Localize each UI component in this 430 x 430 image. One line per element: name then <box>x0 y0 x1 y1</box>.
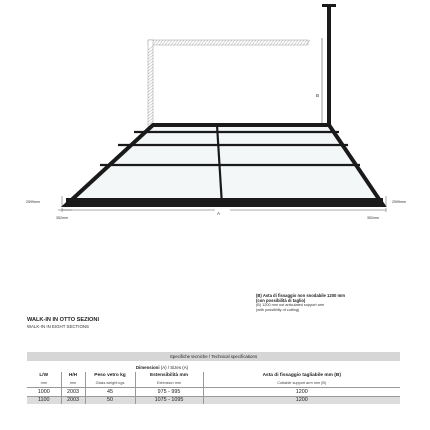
right-height-label: 2599mm <box>392 200 406 204</box>
cell-height: 2003 <box>61 388 85 397</box>
col-header-width: L/W <box>39 373 49 379</box>
note-line-3: (B) 1200 mm not articulated support arm <box>256 303 325 308</box>
product-title <box>27 318 99 329</box>
note-line-4: (with possibility of cutting) <box>256 307 300 312</box>
wall-hatch-top <box>148 40 310 45</box>
cell-support-arm: 1200 <box>203 396 400 404</box>
cell-glass-weight: 45 <box>85 388 135 397</box>
cell-height: 2003 <box>61 396 85 404</box>
product-title-it: WALK-IN IN OTTO SEZIONI <box>27 317 99 323</box>
label-b: B <box>316 93 320 98</box>
specs-header: Specifiche tecniche / Technical specifications <box>27 352 400 361</box>
dimensions-label: Dimensioni <box>135 365 160 370</box>
col-sub-width: mm <box>40 381 47 386</box>
table-row <box>27 388 400 397</box>
specs-subheader-row <box>27 380 400 388</box>
support-arm-note <box>256 294 345 312</box>
specs-table <box>27 372 400 404</box>
col-header-glass-weight: Peso vetro kg <box>85 372 135 380</box>
col-sub-glass-weight: Glass weight kgs <box>85 380 135 388</box>
col-sub-height: mm <box>61 380 85 388</box>
table-row <box>27 396 400 404</box>
note-line-1: (B) Asta di fissaggio non snodabile 1200 mm <box>256 293 345 298</box>
label-a: A <box>217 211 221 216</box>
product-title-en: WALK-IN IN EIGHT SECTIONS <box>27 323 89 329</box>
dimensions-title <box>27 365 297 370</box>
col-sub-extension: Extension mm <box>135 380 203 388</box>
floor-shadow <box>66 198 383 205</box>
left-height-label: 2599mm <box>26 200 40 204</box>
dimensions-suffix: (A) / Sizes (A) <box>160 365 189 370</box>
cell-support-arm: 1200 <box>203 388 400 397</box>
col-header-extension: Estensibilità mm <box>135 372 203 380</box>
col-sub-support-arm: Cuttable support arm mm (B) <box>203 380 400 388</box>
cell-width: 1100 <box>27 396 61 404</box>
specs-header-row <box>27 372 400 380</box>
col-header-height: H/H <box>61 372 85 380</box>
note-line-2: (con possibilità di taglio) <box>256 297 306 303</box>
cell-extension: 975 - 995 <box>135 388 203 397</box>
support-arm-cap <box>322 4 336 7</box>
col-header-support-arm: Asta di fissaggio tagliabile mm (B) <box>203 372 400 380</box>
left-offset-label: 352mm <box>56 216 68 220</box>
cell-width: 1000 <box>27 388 61 397</box>
cell-glass-weight: 50 <box>85 396 135 404</box>
right-offset-label: 352mm <box>367 216 379 220</box>
cell-extension: 1075 - 1095 <box>135 396 203 404</box>
